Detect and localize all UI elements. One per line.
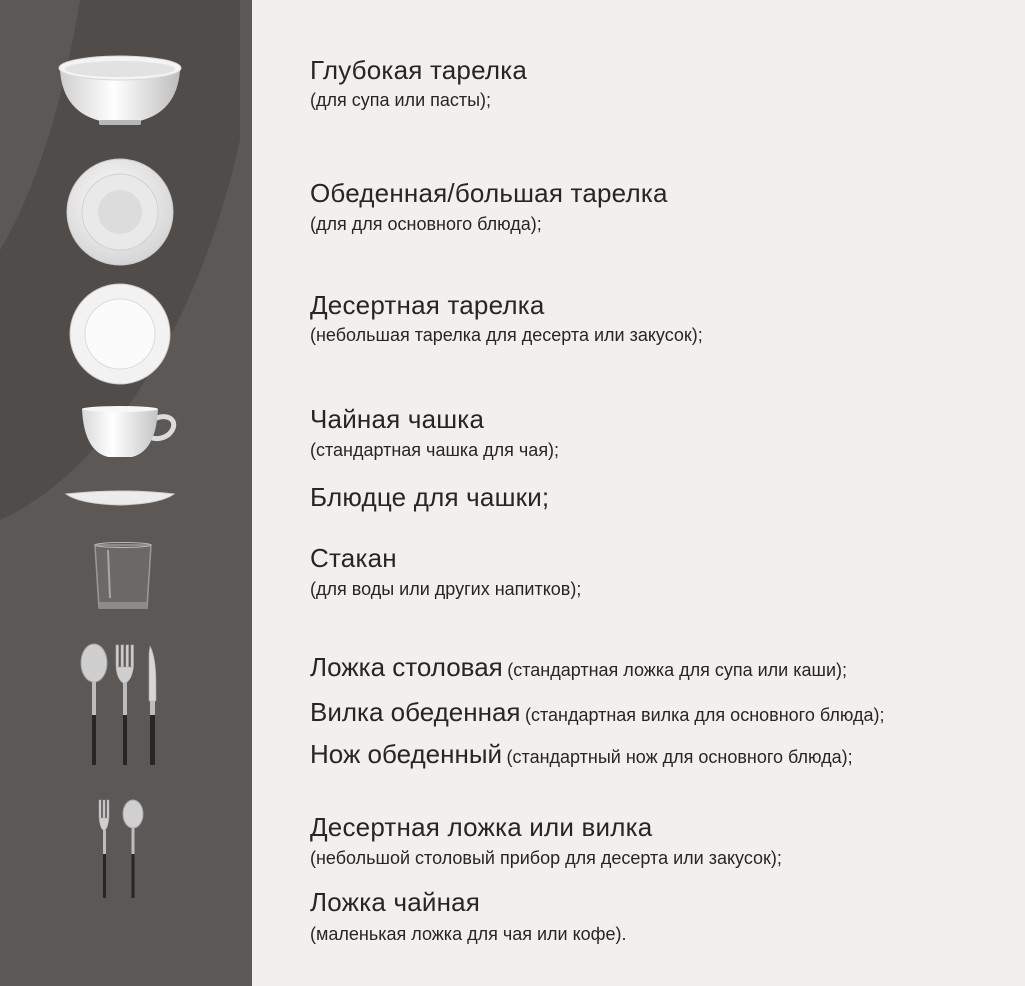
item-note-dessert-cutlery: (небольшой столовый прибор для десерта или закусок);	[310, 848, 782, 868]
cutlery-line-spoon	[310, 652, 847, 683]
item-note-glass: (для воды или других напитков);	[310, 579, 582, 599]
item-note-teacup: (стандартная чашка для чая);	[310, 440, 560, 460]
item-note-teaspoon: (маленькая ложка для чая или кофе).	[310, 924, 627, 944]
deep-bowl-icon	[55, 48, 185, 128]
cutlery-line-knife	[310, 739, 853, 770]
illustration-sidebar	[0, 0, 252, 986]
teacup-icon	[80, 405, 180, 461]
item-note-dessert-plate: (небольшая тарелка для десерта или закусок);	[310, 325, 703, 345]
item-title-teaspoon: Ложка чайная	[310, 887, 481, 917]
cutlery-note: (стандартная вилка для основного блюда);	[524, 705, 885, 725]
dinner-plate-icon	[65, 157, 175, 267]
item-title-saucer: Блюдце для чашки;	[310, 482, 550, 512]
dessert-plate-icon	[68, 282, 172, 386]
table-cutlery-icon	[78, 643, 162, 768]
item-title-teacup: Чайная чашка	[310, 404, 485, 434]
item-title-glass: Стакан	[310, 543, 397, 573]
cutlery-note: (стандартный нож для основного блюда);	[506, 747, 853, 767]
item-title-deep-bowl: Глубокая тарелка	[310, 55, 528, 85]
item-note-dinner-plate: (для для основного блюда);	[310, 214, 542, 234]
glass-icon	[92, 542, 154, 614]
cutlery-title: Вилка обеденная	[310, 697, 521, 727]
cutlery-title: Нож обеденный	[310, 739, 503, 769]
dessert-cutlery-icon	[95, 798, 151, 900]
item-title-dessert-cutlery: Десертная ложка или вилка	[310, 812, 653, 842]
item-title-dinner-plate: Обеденная/большая тарелка	[310, 178, 668, 208]
item-note-deep-bowl: (для супа или пасты);	[310, 90, 492, 110]
cutlery-line-fork	[310, 697, 884, 728]
item-title-dessert-plate: Десертная тарелка	[310, 290, 545, 320]
content-panel	[252, 0, 1025, 986]
cutlery-title: Ложка столовая	[310, 652, 503, 682]
cutlery-note: (стандартная ложка для супа или каши);	[507, 660, 847, 680]
saucer-icon	[64, 488, 176, 508]
